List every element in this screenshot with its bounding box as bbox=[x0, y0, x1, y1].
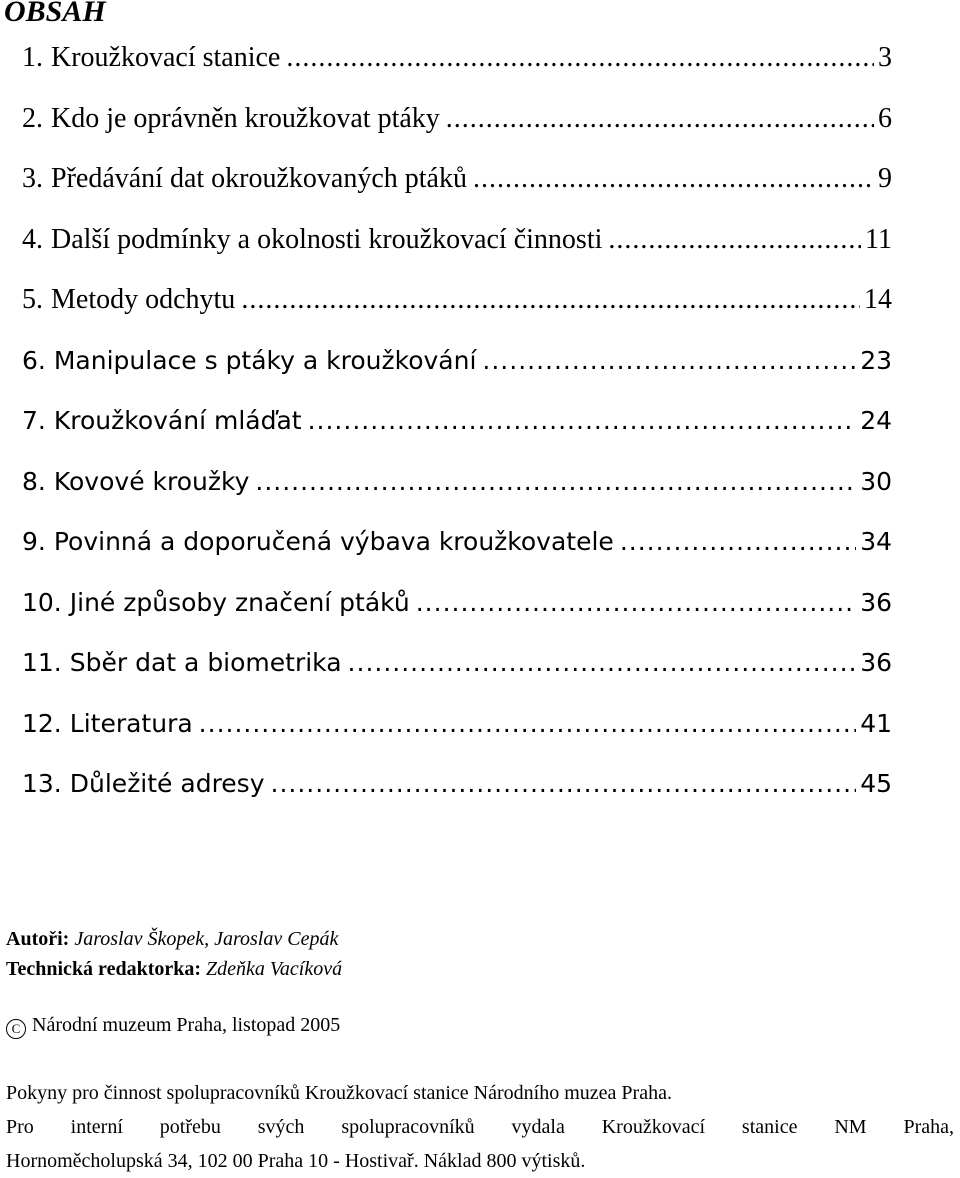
page-title: OBSAH bbox=[4, 0, 106, 28]
toc-entry bbox=[22, 641, 892, 702]
toc-entry-page: 36 bbox=[860, 648, 892, 677]
toc-entry-title: Metody odchytu bbox=[51, 284, 236, 315]
toc-dot-leader bbox=[446, 97, 874, 141]
copyright-icon: C bbox=[6, 1019, 26, 1039]
toc-entry-number: 9. bbox=[22, 527, 46, 556]
toc-entry-page: 11 bbox=[865, 223, 892, 255]
editor-value: Zdeňka Vacíková bbox=[206, 958, 343, 980]
toc-dot-leader bbox=[473, 157, 874, 201]
table-of-contents bbox=[22, 36, 892, 823]
toc-entry bbox=[22, 702, 892, 763]
toc-entry-page: 45 bbox=[860, 769, 892, 798]
toc-entry-page: 34 bbox=[860, 527, 892, 556]
publication-note-line: Pokyny pro činnost spolupracovníků Kroužkovací stanice Národního muzea Praha. bbox=[6, 1082, 672, 1104]
toc-entry-title: Sběr dat a biometrika bbox=[69, 648, 342, 677]
toc-entry-number: 10. bbox=[22, 587, 62, 617]
editor-label: Technická redaktorka: bbox=[6, 958, 202, 980]
toc-entry-number: 7. bbox=[22, 406, 46, 435]
toc-entry-page: 9 bbox=[878, 163, 892, 194]
toc-entry bbox=[22, 36, 892, 97]
toc-entry-title: Kroužkovací stanice bbox=[51, 42, 281, 73]
toc-entry-number: 12. bbox=[22, 708, 62, 738]
publication-note bbox=[6, 1076, 954, 1178]
toc-entry bbox=[22, 581, 892, 642]
toc-entry-title: Literatura bbox=[69, 708, 193, 738]
toc-entry-number: 2. bbox=[22, 102, 43, 134]
toc-entry-page: 24 bbox=[860, 406, 892, 435]
toc-entry bbox=[22, 460, 892, 521]
toc-entry-number: 6. bbox=[22, 345, 46, 375]
toc-entry-title: Povinná a doporučená výbava kroužkovatele bbox=[53, 527, 614, 556]
editor-line bbox=[6, 954, 342, 984]
toc-entry-number: 8. bbox=[22, 466, 46, 496]
toc-entry-page: 23 bbox=[860, 345, 892, 375]
toc-entry-title: Důležité adresy bbox=[69, 769, 265, 798]
toc-entry-page: 30 bbox=[860, 466, 892, 496]
authors-label: Autoři: bbox=[6, 928, 70, 950]
toc-entry bbox=[22, 218, 892, 279]
toc-entry-number: 5. bbox=[22, 284, 43, 315]
authors-line bbox=[6, 924, 342, 954]
toc-dot-leader bbox=[241, 278, 860, 322]
copyright-line bbox=[6, 1010, 340, 1040]
toc-entry-number: 4. bbox=[22, 223, 43, 255]
toc-entry-page: 14 bbox=[864, 284, 892, 315]
toc-dot-leader bbox=[620, 520, 856, 564]
toc-entry bbox=[22, 97, 892, 158]
toc-entry-page: 36 bbox=[860, 587, 892, 617]
toc-entry-page: 41 bbox=[860, 708, 892, 738]
toc-entry-title: Kovové kroužky bbox=[53, 466, 250, 496]
toc-entry bbox=[22, 399, 892, 460]
toc-dot-leader bbox=[199, 702, 857, 746]
toc-entry-title: Další podmínky a okolnosti kroužkovací činnosti bbox=[51, 223, 603, 255]
toc-entry-number: 1. bbox=[22, 42, 43, 73]
toc-entry bbox=[22, 339, 892, 400]
toc-dot-leader bbox=[608, 218, 861, 262]
toc-entry-page: 6 bbox=[878, 102, 892, 134]
toc-entry-title: Manipulace s ptáky a kroužkování bbox=[53, 345, 477, 375]
toc-dot-leader bbox=[348, 641, 857, 685]
copyright-text: Národní muzeum Praha, listopad 2005 bbox=[32, 1014, 341, 1036]
toc-dot-leader bbox=[286, 36, 874, 80]
toc-dot-leader bbox=[255, 460, 856, 504]
toc-dot-leader bbox=[308, 399, 857, 443]
toc-entry-number: 3. bbox=[22, 163, 43, 194]
toc-entry bbox=[22, 278, 892, 339]
toc-entry bbox=[22, 157, 892, 218]
authors-value: Jaroslav Škopek, Jaroslav Cepák bbox=[74, 928, 339, 950]
toc-entry-number: 11. bbox=[22, 648, 62, 677]
toc-entry bbox=[22, 762, 892, 823]
toc-dot-leader bbox=[482, 339, 856, 383]
toc-entry-page: 3 bbox=[878, 42, 892, 73]
publication-note-line: Hornoměcholupská 34, 102 00 Praha 10 - Hostivař. Náklad 800 výtisků. bbox=[6, 1150, 586, 1172]
credits-block bbox=[6, 924, 342, 984]
toc-entry-title: Předávání dat okroužkovaných ptáků bbox=[51, 163, 467, 194]
toc-entry bbox=[22, 520, 892, 581]
toc-entry-title: Kroužkování mláďat bbox=[53, 406, 302, 435]
publication-note-line: Pro interní potřebu svých spolupracovníků vydala Kroužkovací stanice NM Praha, bbox=[6, 1116, 954, 1138]
toc-entry-title: Jiné způsoby značení ptáků bbox=[69, 587, 410, 617]
toc-dot-leader bbox=[271, 762, 857, 806]
toc-dot-leader bbox=[416, 581, 856, 625]
toc-entry-number: 13. bbox=[22, 769, 62, 798]
toc-entry-title: Kdo je oprávněn kroužkovat ptáky bbox=[51, 102, 440, 134]
